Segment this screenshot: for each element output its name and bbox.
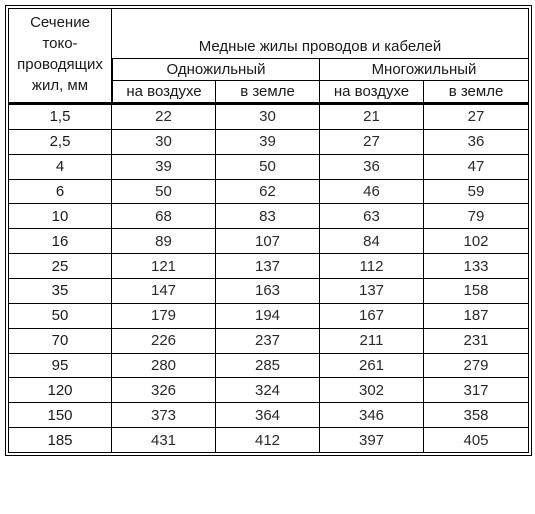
multi-core-ground-cell: 36 [424, 130, 529, 155]
table-row [8, 103, 529, 130]
table-row [8, 204, 529, 229]
single-core-air-cell: 280 [112, 354, 216, 379]
cross-section-cell: 6 [8, 180, 112, 205]
current-capacity-table-frame [5, 5, 532, 456]
cross-section-cell: 16 [8, 229, 112, 254]
multi-core-ground-cell: 158 [424, 279, 529, 304]
table-row [8, 155, 529, 180]
table-row [8, 180, 529, 205]
cross-section-cell: 35 [8, 279, 112, 304]
cross-section-cell: 70 [8, 329, 112, 354]
table-row [8, 354, 529, 379]
multi-core-ground-cell: 47 [424, 155, 529, 180]
cross-section-header-line: проводящих [17, 55, 103, 73]
multi-core-air-cell: 211 [320, 329, 424, 354]
cross-section-cell: 150 [8, 403, 112, 428]
single-core-air-cell: 431 [112, 428, 216, 453]
multi-core-ground-cell: 79 [424, 204, 529, 229]
current-capacity-table [8, 8, 529, 453]
single-core-air-cell: 326 [112, 378, 216, 403]
cross-section-cell: 25 [8, 254, 112, 279]
multi-core-air-cell: 261 [320, 354, 424, 379]
single-core-ground-cell: 83 [216, 204, 320, 229]
single-core-ground-cell: 163 [216, 279, 320, 304]
condition-header-ground-multi: в земле [424, 81, 529, 103]
single-core-air-cell: 30 [112, 130, 216, 155]
single-core-air-cell: 68 [112, 204, 216, 229]
multi-core-air-cell: 112 [320, 254, 424, 279]
cross-section-cell: 4 [8, 155, 112, 180]
multi-core-air-cell: 167 [320, 304, 424, 329]
cross-section-cell: 95 [8, 354, 112, 379]
multi-core-air-cell: 63 [320, 204, 424, 229]
single-core-air-cell: 121 [112, 254, 216, 279]
table-row [8, 378, 529, 403]
table-row [8, 279, 529, 304]
single-core-ground-cell: 62 [216, 180, 320, 205]
cross-section-header-line: Сечение [30, 13, 90, 31]
copper-wires-group-header: Медные жилы проводов и кабелей [112, 8, 529, 59]
cross-section-header-line: жил, мм [31, 76, 89, 94]
single-core-air-cell: 373 [112, 403, 216, 428]
condition-header-air-multi: на воздухе [320, 81, 424, 103]
multi-core-air-cell: 21 [320, 103, 424, 130]
multi-core-ground-cell: 27 [424, 103, 529, 130]
multi-core-ground-cell: 358 [424, 403, 529, 428]
single-core-air-cell: 39 [112, 155, 216, 180]
single-core-air-cell: 147 [112, 279, 216, 304]
multi-core-air-cell: 84 [320, 229, 424, 254]
condition-header-ground-single: в земле [216, 81, 320, 103]
multi-core-header: Многожильный [320, 59, 529, 81]
single-core-ground-cell: 137 [216, 254, 320, 279]
multi-core-ground-cell: 102 [424, 229, 529, 254]
table-row [8, 329, 529, 354]
table-row [8, 229, 529, 254]
single-core-air-cell: 179 [112, 304, 216, 329]
single-core-ground-cell: 107 [216, 229, 320, 254]
multi-core-air-cell: 302 [320, 378, 424, 403]
multi-core-ground-cell: 231 [424, 329, 529, 354]
single-core-ground-cell: 285 [216, 354, 320, 379]
single-core-ground-cell: 39 [216, 130, 320, 155]
multi-core-ground-cell: 59 [424, 180, 529, 205]
single-core-ground-cell: 364 [216, 403, 320, 428]
table-row [8, 254, 529, 279]
single-core-air-cell: 50 [112, 180, 216, 205]
table-row [8, 403, 529, 428]
table-body [8, 103, 529, 453]
single-core-ground-cell: 237 [216, 329, 320, 354]
multi-core-ground-cell: 405 [424, 428, 529, 453]
multi-core-ground-cell: 187 [424, 304, 529, 329]
single-core-ground-cell: 30 [216, 103, 320, 130]
multi-core-air-cell: 27 [320, 130, 424, 155]
single-core-header: Одножильный [112, 59, 320, 81]
cross-section-cell: 50 [8, 304, 112, 329]
table-row [8, 428, 529, 453]
multi-core-air-cell: 397 [320, 428, 424, 453]
cross-section-header [8, 8, 112, 103]
cross-section-cell: 10 [8, 204, 112, 229]
multi-core-ground-cell: 279 [424, 354, 529, 379]
multi-core-air-cell: 46 [320, 180, 424, 205]
condition-header-air-single: на воздухе [112, 81, 216, 103]
cross-section-cell: 2,5 [8, 130, 112, 155]
multi-core-air-cell: 137 [320, 279, 424, 304]
single-core-air-cell: 22 [112, 103, 216, 130]
multi-core-ground-cell: 317 [424, 378, 529, 403]
multi-core-air-cell: 36 [320, 155, 424, 180]
cross-section-cell: 120 [8, 378, 112, 403]
multi-core-air-cell: 346 [320, 403, 424, 428]
cross-section-cell: 185 [8, 428, 112, 453]
single-core-air-cell: 226 [112, 329, 216, 354]
single-core-ground-cell: 50 [216, 155, 320, 180]
cross-section-header-line: токо- [42, 34, 78, 52]
single-core-air-cell: 89 [112, 229, 216, 254]
table-row [8, 130, 529, 155]
single-core-ground-cell: 324 [216, 378, 320, 403]
cross-section-cell: 1,5 [8, 103, 112, 130]
table-row [8, 304, 529, 329]
multi-core-ground-cell: 133 [424, 254, 529, 279]
single-core-ground-cell: 194 [216, 304, 320, 329]
single-core-ground-cell: 412 [216, 428, 320, 453]
